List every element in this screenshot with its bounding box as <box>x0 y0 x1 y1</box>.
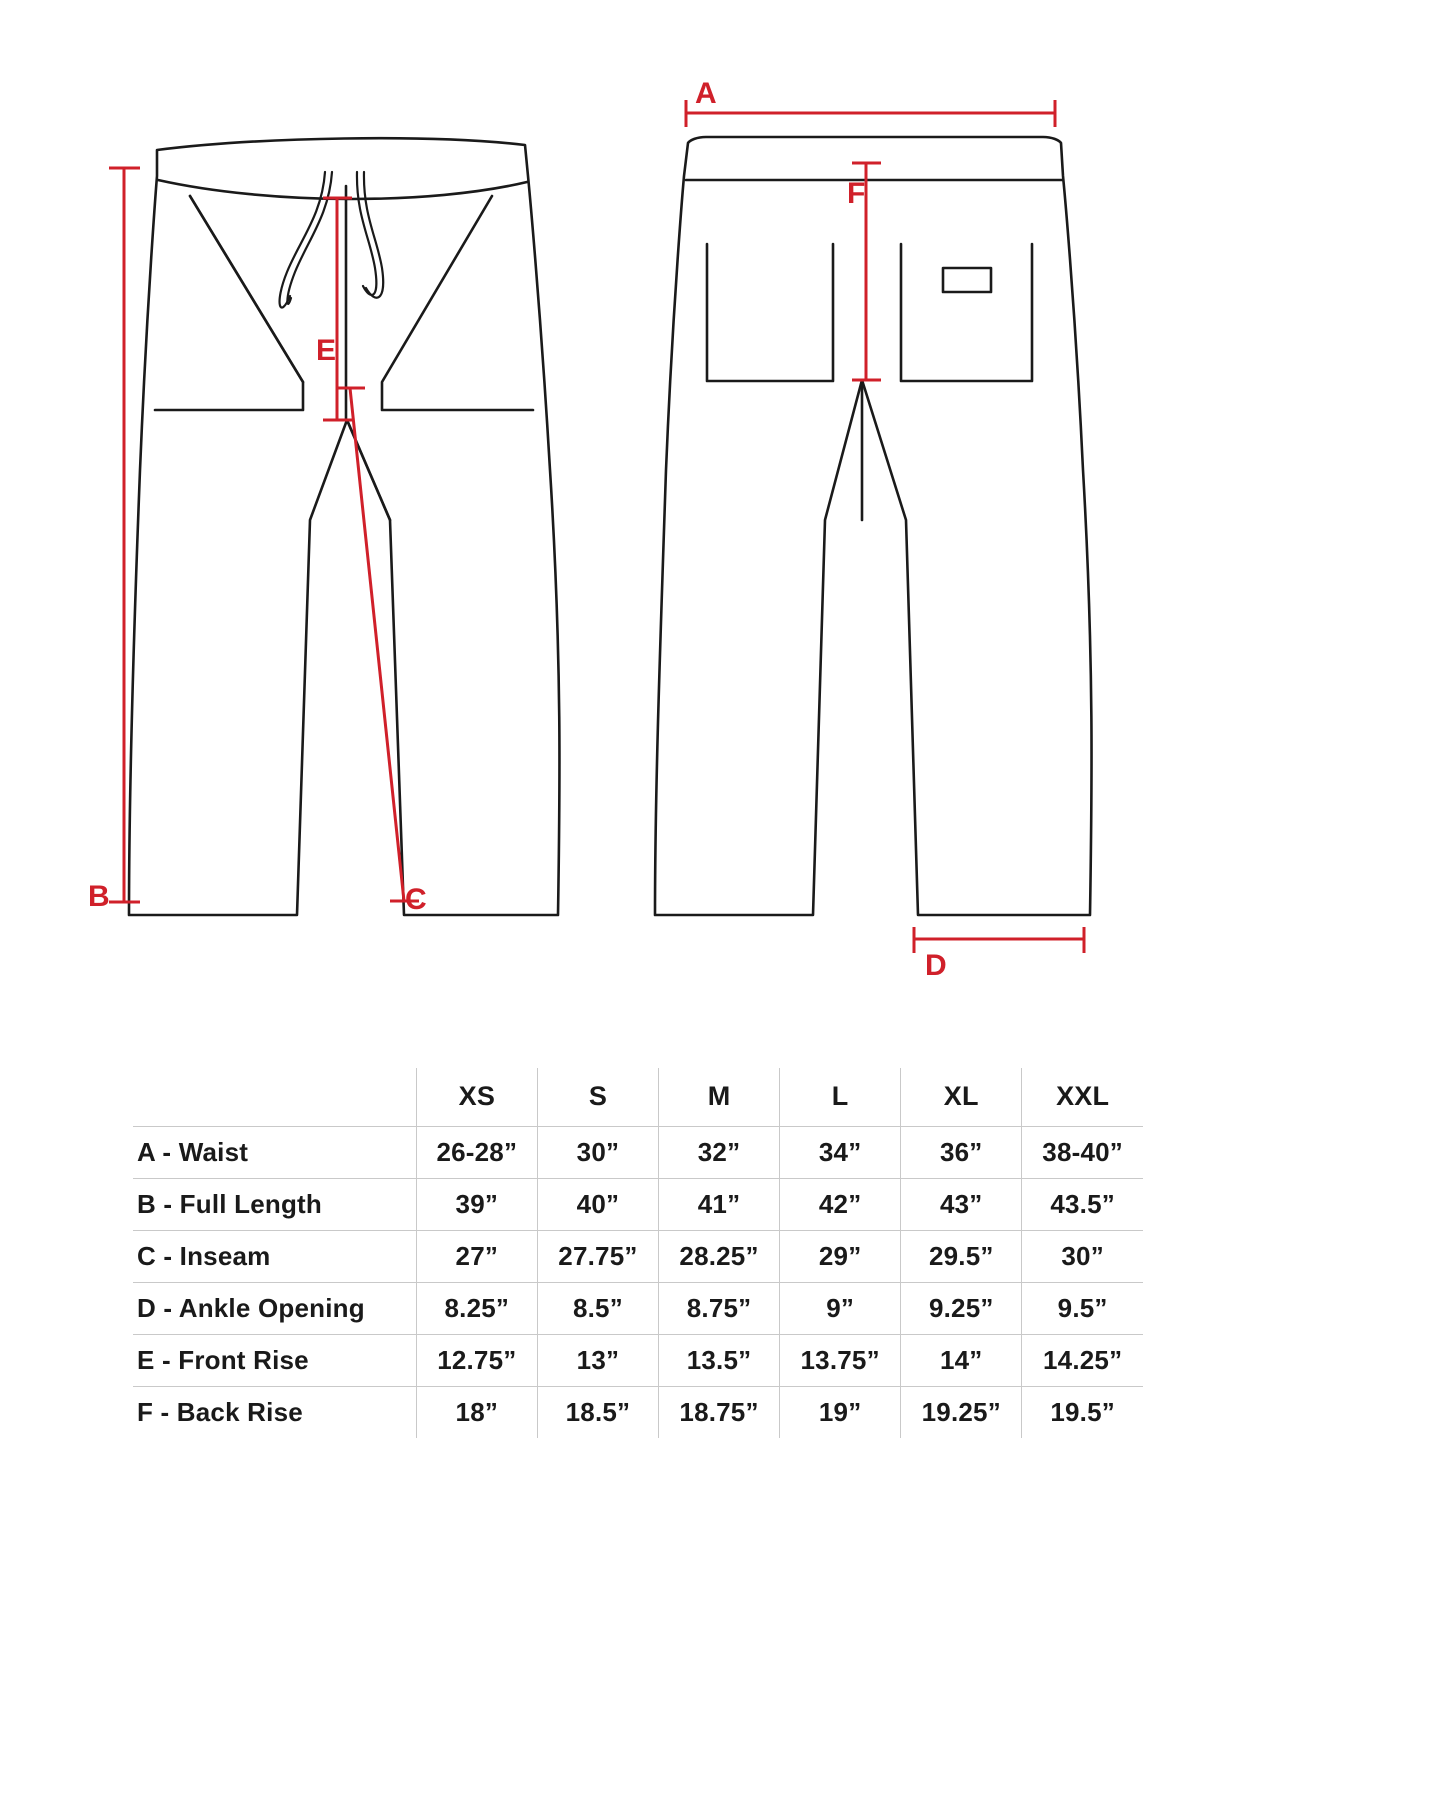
cell-inseam-m: 28.25” <box>658 1230 779 1282</box>
cell-ankle-opening-m: 8.75” <box>658 1282 779 1334</box>
size-chart-header <box>133 1068 1143 1126</box>
cell-back-rise-s: 18.5” <box>537 1386 658 1438</box>
table-corner-cell <box>133 1068 416 1126</box>
cell-waist-xxl: 38-40” <box>1022 1126 1143 1178</box>
table-row <box>133 1386 1143 1438</box>
cell-front-rise-xxl: 14.25” <box>1022 1334 1143 1386</box>
cell-waist-m: 32” <box>658 1126 779 1178</box>
measure-label-A: A <box>695 77 717 110</box>
cell-full-length-l: 42” <box>780 1178 901 1230</box>
cell-ankle-opening-xl: 9.25” <box>901 1282 1022 1334</box>
cell-ankle-opening-xs: 8.25” <box>416 1282 537 1334</box>
cell-inseam-xs: 27” <box>416 1230 537 1282</box>
cell-ankle-opening-s: 8.5” <box>537 1282 658 1334</box>
row-label-front-rise: E - Front Rise <box>133 1334 416 1386</box>
cell-waist-l: 34” <box>780 1126 901 1178</box>
cell-full-length-xl: 43” <box>901 1178 1022 1230</box>
cell-waist-xs: 26-28” <box>416 1126 537 1178</box>
cell-waist-xl: 36” <box>901 1126 1022 1178</box>
cell-inseam-xxl: 30” <box>1022 1230 1143 1282</box>
cell-full-length-xxl: 43.5” <box>1022 1178 1143 1230</box>
cell-back-rise-l: 19” <box>780 1386 901 1438</box>
measure-label-C: C <box>405 883 427 916</box>
cell-front-rise-xl: 14” <box>901 1334 1022 1386</box>
table-row <box>133 1334 1143 1386</box>
row-label-inseam: C - Inseam <box>133 1230 416 1282</box>
row-label-full-length: B - Full Length <box>133 1178 416 1230</box>
size-chart-table <box>133 1068 1143 1438</box>
table-header-row <box>133 1068 1143 1126</box>
cell-full-length-s: 40” <box>537 1178 658 1230</box>
measure-label-D: D <box>925 949 947 982</box>
size-chart-body <box>133 1126 1143 1438</box>
table-row <box>133 1178 1143 1230</box>
column-header-xl: XL <box>901 1068 1022 1126</box>
cell-full-length-xs: 39” <box>416 1178 537 1230</box>
row-label-back-rise: F - Back Rise <box>133 1386 416 1438</box>
row-label-waist: A - Waist <box>133 1126 416 1178</box>
row-label-ankle-opening: D - Ankle Opening <box>133 1282 416 1334</box>
column-header-s: S <box>537 1068 658 1126</box>
table-row <box>133 1126 1143 1178</box>
cell-ankle-opening-l: 9” <box>780 1282 901 1334</box>
cell-inseam-l: 29” <box>780 1230 901 1282</box>
cell-full-length-m: 41” <box>658 1178 779 1230</box>
cell-front-rise-xs: 12.75” <box>416 1334 537 1386</box>
cell-front-rise-s: 13” <box>537 1334 658 1386</box>
table-row <box>133 1282 1143 1334</box>
cell-back-rise-xs: 18” <box>416 1386 537 1438</box>
cell-waist-s: 30” <box>537 1126 658 1178</box>
cell-back-rise-m: 18.75” <box>658 1386 779 1438</box>
measure-label-F: F <box>847 177 866 210</box>
measure-label-B: B <box>88 880 110 913</box>
table-row <box>133 1230 1143 1282</box>
cell-inseam-xl: 29.5” <box>901 1230 1022 1282</box>
column-header-m: M <box>658 1068 779 1126</box>
cell-back-rise-xxl: 19.5” <box>1050 1396 1115 1427</box>
column-header-xs: XS <box>416 1068 537 1126</box>
column-header-l: L <box>780 1068 901 1126</box>
cell-front-rise-m: 13.5” <box>658 1334 779 1386</box>
column-header-xxl: XXL <box>1022 1068 1143 1126</box>
size-chart-table-container <box>133 1068 1143 1438</box>
cell-back-rise-xl: 19.25” <box>901 1386 1022 1438</box>
measure-label-E: E <box>316 334 337 367</box>
cell-ankle-opening-xxl: 9.5” <box>1022 1282 1143 1334</box>
cell-front-rise-l: 13.75” <box>780 1334 901 1386</box>
cell-inseam-s: 27.75” <box>537 1230 658 1282</box>
